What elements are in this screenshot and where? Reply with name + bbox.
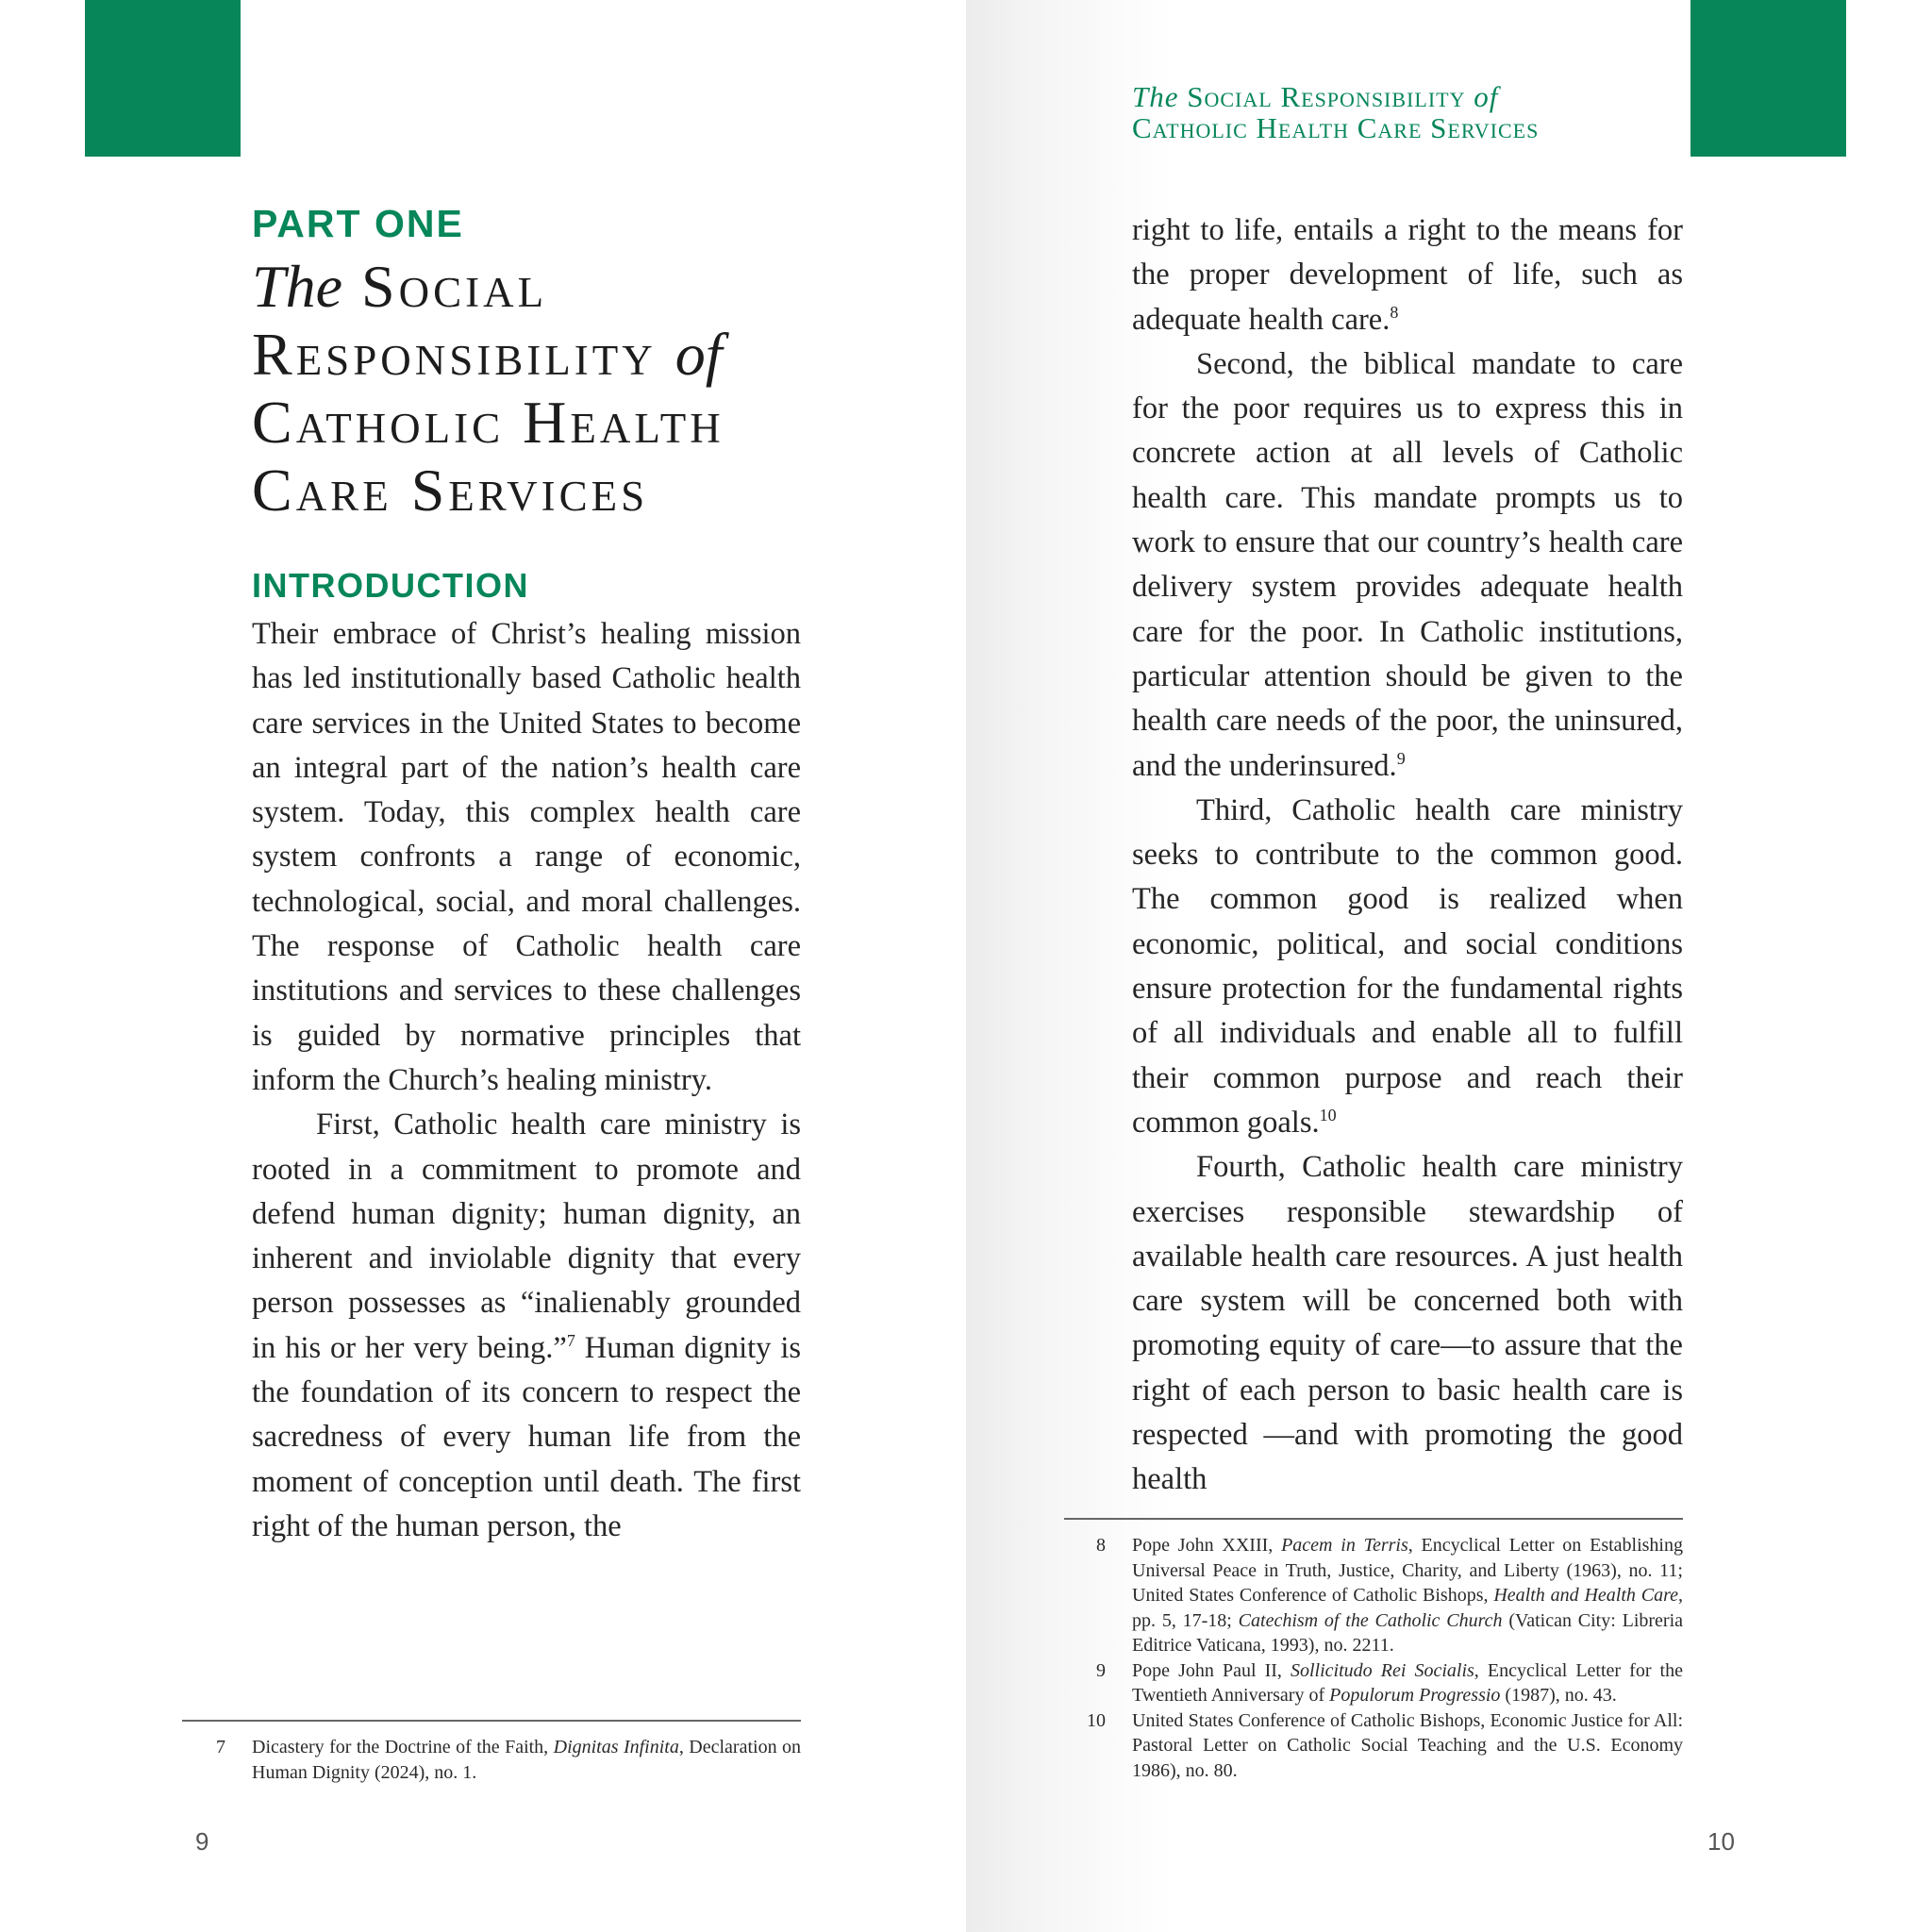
page-number: 9: [195, 1827, 209, 1856]
footnotes-right: [1087, 1533, 1684, 1783]
section-heading: INTRODUCTION: [252, 566, 529, 605]
footnote-ref[interactable]: 8: [1390, 302, 1399, 322]
footnote: 10 United States Conference of Catholic Bishops, Economic Justice for All: Pastoral Letter on Catholic Social Teaching and the U.S. Economy 1986), no. 80.: [1132, 1708, 1683, 1784]
footnote-ref[interactable]: 9: [1396, 748, 1406, 768]
footnote-ref[interactable]: 10: [1319, 1106, 1337, 1125]
title-word-of: of: [675, 321, 723, 388]
footnote-number: 8: [1096, 1535, 1106, 1556]
title-word: Catholic Health: [252, 389, 724, 456]
footnote-number: 9: [1096, 1659, 1106, 1681]
paragraph: Their embrace of Christ’s healing mission has led institutionally based Catholic health care services in the United States to become an integral part of the nation’s health care system. Today, this complex health care system confronts a range of economic, technological, social, and moral challenges. The response of Catholic health care institutions and services to these challenges is guided by normative principles that inform the Church’s healing ministry.: [252, 617, 801, 1097]
title-word: Responsibility: [252, 321, 657, 388]
footnote-number: 10: [1087, 1709, 1106, 1731]
body-column-right: [1132, 208, 1683, 1503]
body-column-left: [252, 612, 801, 1549]
green-corner-tab: [1690, 0, 1846, 157]
title-word: Care Services: [252, 457, 649, 524]
footnote-divider: [182, 1720, 801, 1722]
chapter-title: [252, 253, 818, 525]
footnote-divider: [1064, 1518, 1683, 1520]
footnotes-left: [216, 1735, 802, 1785]
running-header: The Social Responsibility of Catholic Health Care Services: [1132, 80, 1540, 144]
right-page: [966, 0, 1932, 1932]
footnote: 8 Pope John XXIII, Pacem in Terris, Encyclical Letter on Establishing Universal Peace in Truth, Justice, Charity, and Liberty (1963), no. 11; United States Conference of Catholic Bishops, Health and Health Care, pp. 5, 17-18; Catechism of the Catholic Church (Vatican City: Libreria Editrice Vaticana, 1993), no. 2211.: [1132, 1533, 1683, 1658]
paragraph: First, Catholic health care ministry is rooted in a commitment to promote and defend human dignity; human dignity, an inherent and inviolable dignity that every person possesses as “inalienably grounded in his or her very being.”$^7$ Human dignity is the foundation of its concern to respect the sacredness of every human life from the moment of conception until death. The first right of the human person, the: [252, 1108, 801, 1543]
paragraph: Fourth, Catholic health care ministry exercises responsible stewardship of available health care resources. A just health care system will be concerned both with promoting equity of care—to assure that the right of each person to basic health care is respected —and with promoting the good health: [1132, 1150, 1683, 1497]
title-word: Social: [361, 253, 548, 320]
page-number: 10: [1707, 1827, 1735, 1856]
footnote: 9 Pope John Paul II, Sollicitudo Rei Socialis, Encyclical Letter for the Twentieth Anniversary of Populorum Progressio (1987), no. 43.: [1132, 1658, 1683, 1708]
footnote: 7 Dicastery for the Doctrine of the Faith, Dignitas Infinita, Declaration on Human Dignity (2024), no. 1.: [252, 1735, 801, 1785]
footnote-ref[interactable]: 7: [566, 1330, 575, 1350]
paragraph: Second, the biblical mandate to care for the poor requires us to express this in concrete action at all levels of Catholic health care. This mandate prompts us to work to ensure that our country’s health care delivery system provides adequate health care for the poor. In Catholic institutions, particular attention should be given to the health care needs of the poor, the uninsured, and the underinsured.$^9$: [1132, 346, 1683, 783]
title-word-the: The: [252, 253, 342, 320]
footnote-number: 7: [216, 1737, 225, 1757]
paragraph: right to life, entails a right to the means for the proper development of life, such as adequate health care.$^8$: [1132, 213, 1683, 337]
paragraph: Third, Catholic health care ministry seeks to contribute to the common good. The common good is realized when economic, political, and social conditions ensure protection for the fundamental rights of all individuals and enable all to fulfill their common purpose and reach their common goals.$^{10}$: [1132, 792, 1683, 1140]
part-label: PART ONE: [252, 202, 464, 245]
green-corner-tab: [85, 0, 241, 157]
